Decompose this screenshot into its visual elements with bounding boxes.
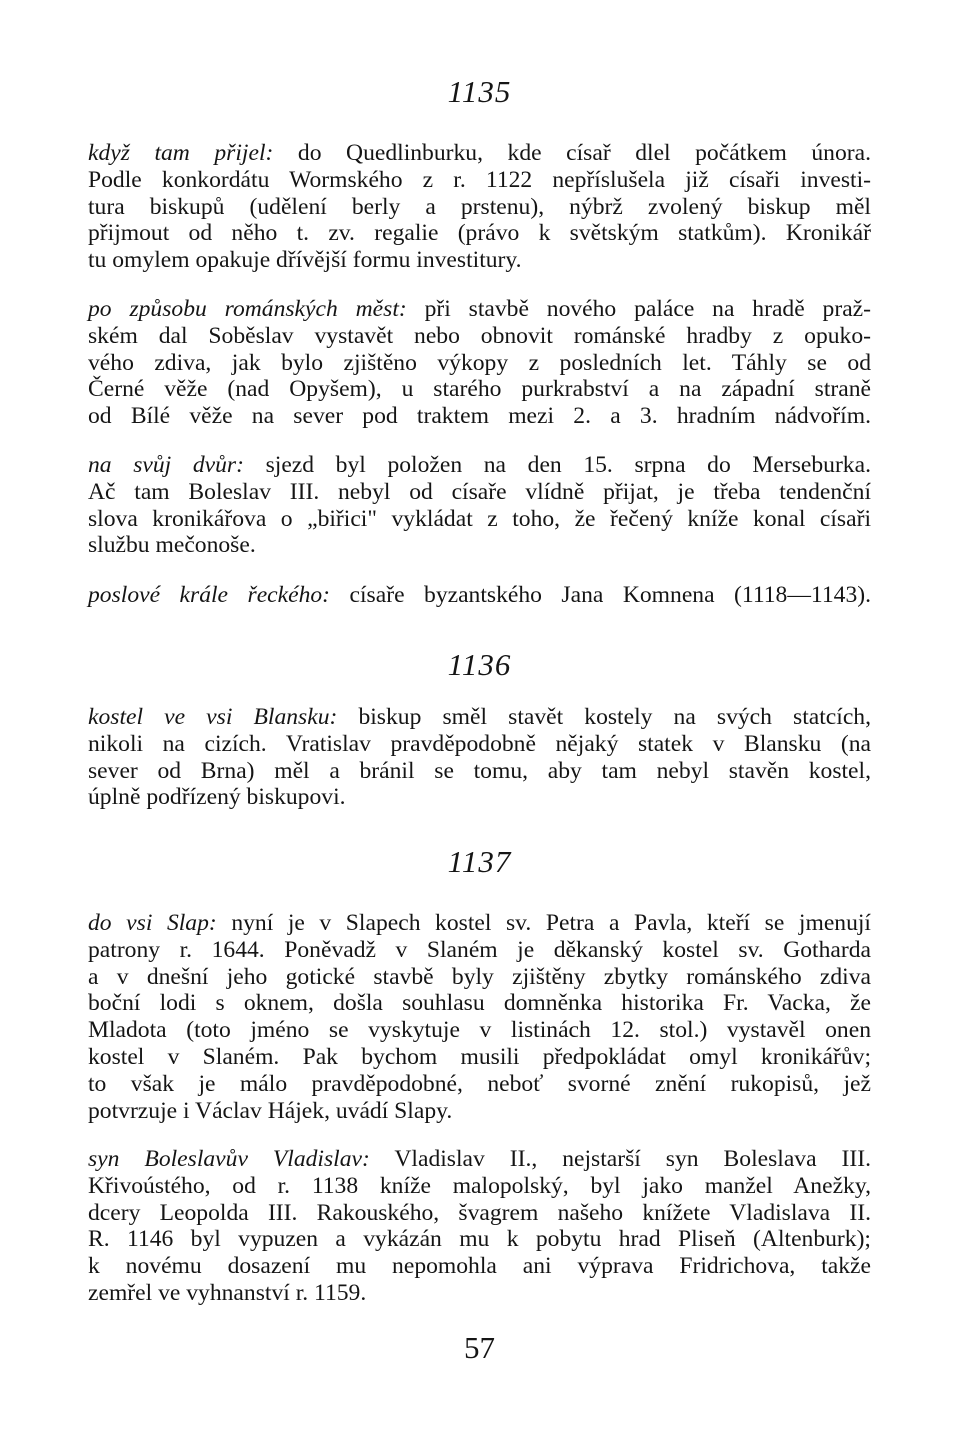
note-line: slova kronikářova o „biřici" vykládat z toho, že řečený kníže konal císaři <box>88 505 871 532</box>
note-romanske-hradby <box>88 296 871 430</box>
note-line: na svůj dvůr: sjezd byl položen na den 15. srpna do Merseburka. <box>88 452 871 478</box>
note-line: službu mečonoše. <box>88 532 256 559</box>
note-poslove <box>88 582 871 609</box>
note-line: Ač tam Boleslav III. nebyl od císaře vlídně přijat, je třeba tendenční <box>88 478 871 505</box>
note-line: a v dnešní jeho gotické stavbě byly zjištěny zbytky románského zdiva <box>88 963 871 990</box>
note-lemma: poslové krále řeckého: <box>88 582 331 608</box>
note-lemma: syn Boleslavův Vladislav: <box>88 1146 370 1172</box>
note-line: do vsi Slap: nyní je v Slapech kostel sv. Petra a Pavla, kteří se jmenují <box>88 910 871 936</box>
note-line: tu omylem opakuje dřívější formu investitury. <box>88 247 522 274</box>
year-heading-1135: 1135 <box>447 74 512 109</box>
note-vladislav <box>88 1146 871 1307</box>
note-line: syn Boleslavův Vladislav: Vladislav II., nejstarší syn Boleslava III. <box>88 1146 871 1172</box>
note-line: k novému dosazení mu nepomohla ani výprava Fridrichova, takže <box>88 1253 871 1280</box>
note-line: tura biskupů (udělení berly a prstenu), nýbrž zvolený biskup měl <box>88 193 871 220</box>
note-line: vého zdiva, jak bylo zjištěno výkopy z posledních let. Táhly se od <box>88 349 871 376</box>
note-line: Černé věže (nad Opyšem), u starého purkrabství a na západní straně <box>88 376 871 403</box>
note-line: to však je málo pravděpodobné, neboť svorné znění rukopisů, jež <box>88 1070 871 1097</box>
note-lemma: kostel ve vsi Blansku: <box>88 704 338 730</box>
note-line: úplně podřízený biskupovi. <box>88 784 346 811</box>
note-line: kostel ve vsi Blansku: biskup směl stavět kostely na svých statcích, <box>88 704 872 730</box>
note-blansko <box>88 704 871 811</box>
note-slapy <box>88 910 871 1124</box>
note-lemma: když tam přijel: <box>88 140 274 166</box>
note-lemma: na svůj dvůr: <box>88 452 244 478</box>
note-line: boční lodi s oknem, došla souhlasu domněnka historika Fr. Vacka, že <box>88 990 871 1017</box>
note-line: patrony r. 1644. Poněvadž v Slaném je děkanský kostel sv. Gotharda <box>88 936 871 963</box>
note-line: nikoli na cizích. Vratislav pravděpodobně nějaký statek v Blansku (na <box>88 730 871 757</box>
note-lemma: po způsobu románských měst: <box>88 296 407 322</box>
note-lemma: do vsi Slap: <box>88 910 217 936</box>
note-line: po způsobu románských měst: při stavbě nového paláce na hradě praž- <box>88 296 871 322</box>
note-merseburk <box>88 452 871 559</box>
note-line: potvrzuje i Václav Hájek, uvádí Slapy. <box>88 1097 453 1124</box>
note-line: Podle konkordátu Wormského z r. 1122 nepříslušela již císaři investi- <box>88 166 871 193</box>
note-line: zemřel ve vyhnanství r. 1159. <box>88 1279 367 1306</box>
note-line: ském dal Soběslav vystavět nebo obnovit románské hradby z opuko- <box>88 322 871 349</box>
note-line: když tam přijel: do Quedlinburku, kde císař dlel počátkem února. <box>88 140 871 166</box>
note-line: přijmout od něho t. zv. regalie (právo k světským statkům). Kronikář <box>88 220 871 247</box>
note-line: kostel v Slaném. Pak bychom musili předpokládat omyl kronikářův; <box>88 1043 871 1070</box>
note-line: sever od Brna) měl a bránil se tomu, aby tam nebyl stavěn kostel, <box>88 757 871 784</box>
year-heading-1137: 1137 <box>447 844 512 879</box>
page-number: 57 <box>464 1330 495 1365</box>
note-line: R. 1146 byl vypuzen a vykázán mu k pobytu hrad Pliseň (Altenburk); <box>88 1226 871 1253</box>
note-line: poslové krále řeckého: císaře byzantského Jana Komnena (1118—1143). <box>88 582 871 608</box>
note-line: dcery Leopolda III. Rakouského, švagrem našeho knížete Vladislava II. <box>88 1199 871 1226</box>
note-quedlinburk <box>88 140 871 274</box>
note-line: od Bílé věže na sever pod traktem mezi 2. a 3. hradním nádvořím. <box>88 403 871 430</box>
year-heading-1136: 1136 <box>447 647 512 682</box>
note-line: Křivoústého, od r. 1138 kníže malopolský, byl jako manžel Anežky, <box>88 1172 871 1199</box>
note-line: Mladota (toto jméno se vyskytuje v listinách 12. stol.) vystavěl onen <box>88 1017 871 1044</box>
